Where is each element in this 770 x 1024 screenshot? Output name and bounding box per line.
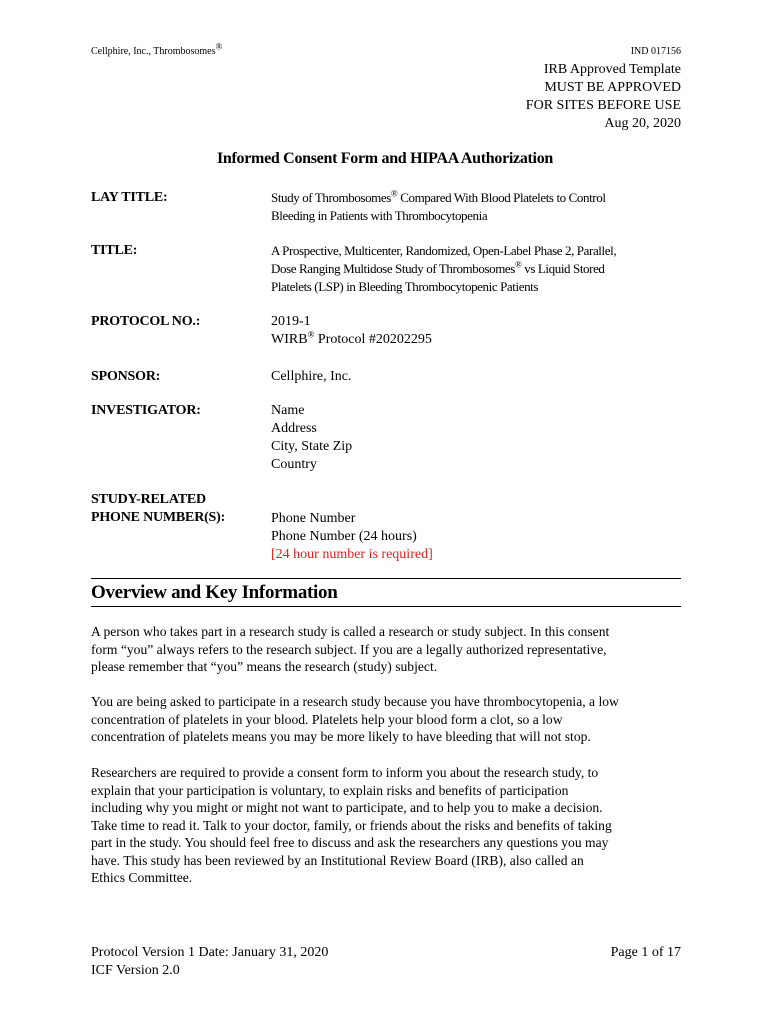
footer-icf-version: ICF Version 2.0 [91,963,180,978]
footer-page-number: Page 1 of 17 [610,945,681,960]
investigator-address: Address [271,421,317,436]
phone-requirement-note: [24 hour number is required] [271,547,433,562]
title-text: A Prospective, Multicenter, Randomized, Open-Label Phase 2, Parallel, [271,243,617,258]
header-sponsor-product [91,41,223,57]
paragraph-line: concentration of platelets means you may be more likely to have bleeding that will not stop. [91,729,591,744]
investigator-label: INVESTIGATOR: [91,403,201,418]
paragraph [91,764,691,887]
footer-protocol-version: Protocol Version 1 Date: January 31, 2020 [91,945,329,960]
registered-mark: ® [514,259,522,270]
lay-title-text: Compared With Blood Platelets to Control [397,190,606,205]
irb-approval-block [526,61,681,133]
title-label: TITLE: [91,243,138,258]
protocol-label: PROTOCOL NO.: [91,314,201,329]
investigator-value [271,402,681,474]
paragraph-line: form “you” always refers to the research subject. If you are a legally authorized representative, [91,641,607,657]
title-text: Platelets (LSP) in Bleeding Thrombocytopenic Patients [271,279,539,294]
section-divider [91,606,681,607]
title-value [271,242,681,296]
irb-line: FOR SITES BEFORE USE [525,98,681,113]
phone-label-line: PHONE NUMBER(S): [91,510,226,525]
title-text: vs Liquid Stored [521,261,605,276]
document-title: Informed Consent Form and HIPAA Authorization [217,150,553,167]
protocol-number: 2019-1 [271,314,311,329]
paragraph-line: Researchers are required to provide a consent form to inform you about the research study, to [91,765,599,780]
lay-title-text: Study of Thrombosomes [271,190,391,205]
investigator-city-state-zip: City, State Zip [271,439,353,454]
section-heading: Overview and Key Information [91,582,338,603]
phone-label-line: STUDY-RELATED [91,492,206,507]
registered-mark: ® [215,41,223,52]
paragraph-line: concentration of platelets in your blood. Platelets help your blood form a clot, so a low [91,711,563,727]
paragraph [91,693,691,746]
phone-value [271,510,681,564]
wirb-text: WIRB [271,332,308,347]
paragraph-line: explain that your participation is voluntary, to explain risks and benefits of participation [91,782,569,798]
paragraph-line: Ethics Committee. [91,870,193,885]
registered-mark: ® [307,329,315,340]
paragraph-line: have. This study has been reviewed by an Institutional Review Board (IRB), also called an [91,852,584,868]
lay-title-value [271,189,681,225]
investigator-country: Country [271,457,317,472]
lay-title-text: Bleeding in Patients with Thrombocytopenia [271,208,488,223]
investigator-name: Name [271,403,305,418]
sponsor-label: SPONSOR: [91,369,161,384]
paragraph-line: including why you might or might not want to participate, and to help you to make a decision. [91,800,603,815]
header-left-text: Cellphire, Inc., Thrombosomes [91,46,216,57]
lay-title-label: LAY TITLE: [91,190,168,205]
paragraph-line: A person who takes part in a research study is called a research or study subject. In this consent [91,624,610,639]
section-divider [91,578,681,579]
wirb-protocol-text: Protocol #20202295 [314,332,432,347]
irb-line: MUST BE APPROVED [544,80,681,95]
phone-number: Phone Number [271,511,356,526]
registered-mark: ® [390,188,398,199]
phone-label [91,491,225,527]
sponsor-value: Cellphire, Inc. [271,369,352,384]
paragraph-line: part in the study. You should feel free to discuss and ask the researchers any questions you may [91,835,609,850]
paragraph-line: Take time to read it. Talk to your doctor, family, or friends about the risks and benefits of taking [91,817,612,833]
paragraph [91,623,691,676]
irb-date: Aug 20, 2020 [604,116,681,131]
irb-line: IRB Approved Template [543,62,681,77]
paragraph-line: please remember that “you” means the research (study) subject. [91,659,438,674]
paragraph-line: You are being asked to participate in a research study because you have thrombocytopenia, a low [91,694,619,709]
phone-number-24h: Phone Number (24 hours) [271,529,417,544]
footer-versions [91,944,328,980]
header-ind-number: IND 017156 [630,46,681,57]
protocol-value [271,313,681,349]
title-text: Dose Ranging Multidose Study of Thrombosomes [271,261,515,276]
